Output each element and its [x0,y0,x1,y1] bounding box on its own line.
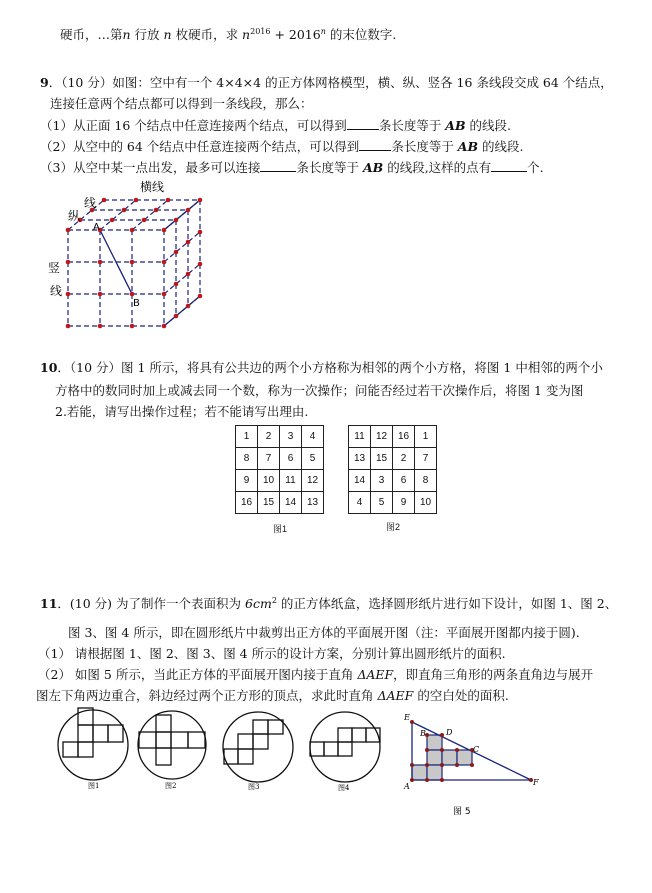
exponent: n [320,27,326,36]
grid-node [130,324,135,329]
q9-part3 [40,159,544,176]
q9-text: 的线段,这样的点有 [383,160,492,175]
grid-cell: 5 [302,448,324,470]
q10-text: ．（10 分）图 1 所示，将具有公共边的两个小方格称为相邻的两个小方格，将图 1 中相邻的两个小 [57,360,603,375]
grid-node [98,324,103,329]
exponent: 2 [271,596,277,605]
grid-node [102,198,107,203]
number-grid-fig1 [235,425,324,514]
grid-node [198,294,203,299]
q11-line4 [38,667,593,683]
q11-line3: （1） 请根据图 1、图 2、图 3、图 4 所示的设计方案，分别计算出圆形纸片的面积. [38,646,506,661]
label-zong-1: 纵 [68,209,81,223]
q9-part2 [40,138,524,155]
grid-cell: 7 [258,448,280,470]
q10-line2: 方格中的数同时加上或减去同一个数，称为一次操作；问能否经过若干次操作后，将图 1 变为图 [55,383,584,398]
var-n: n [163,27,172,43]
var-n: n [242,27,251,43]
grid-cell: 3 [280,426,302,448]
grid-cell: 4 [349,492,371,514]
grid-node [122,208,127,213]
grid-cell: 4 [302,426,324,448]
grid-node [154,208,159,213]
q11-text: 图左下角两边重合，斜边经过两个正方形的顶点，求此时直角 [36,688,378,703]
grid-line [164,232,200,262]
triangle-aef-figure [400,705,560,820]
label-shu-1: 竖 [48,261,61,275]
vertex-point [410,720,414,724]
vertex-point [410,763,414,767]
segment-ab: AB [457,139,479,154]
caption-fig2: 图2 [165,782,177,790]
grid-cell: 11 [280,470,302,492]
grid-row [349,492,437,514]
grid-cell: 6 [280,448,302,470]
grid-node [162,324,167,329]
grid-cell: 1 [415,426,437,448]
grid-row [236,426,324,448]
grid-node [186,208,191,213]
grid-node [98,292,103,297]
vertex-point [410,778,414,782]
area-value: 6cm [245,596,272,612]
q9-text: （2）从空中的 64 个结点中任意连接两个结点，可以得到 [40,139,360,154]
vertex-point [470,763,474,767]
label-e: E [404,713,410,722]
q9-line2: 连接任意两个结点都可以得到一条线段，那么： [50,96,313,111]
grid-cell: 16 [236,492,258,514]
grid-cell: 15 [371,448,393,470]
label-c: C [473,745,480,754]
grid-node [98,260,103,265]
grid-cell: 2 [258,426,280,448]
answer-blank[interactable] [347,117,379,130]
vertex-point [440,778,444,782]
q8-text: 行放 [130,27,164,43]
caption-fig1: 图1 [88,782,100,790]
grid-cell: 11 [349,426,371,448]
fig1-caption: 图1 [273,524,288,534]
cube-grid-figure [40,175,220,335]
vertex-point [455,748,459,752]
vertex-point [440,733,444,737]
label-d: D [446,728,453,737]
q8-text: 硬币，…第 [60,27,123,43]
question-number: 10 [40,360,58,375]
grid-node [198,198,203,203]
grid-node [134,198,139,203]
q11-line1 [40,593,617,612]
grid-node [66,228,71,233]
grid-node [174,218,179,223]
grid-cell: 8 [236,448,258,470]
grid-cell: 10 [258,470,280,492]
grid-cell: 14 [280,492,302,514]
vertex-point [425,778,429,782]
grid-cell: 5 [371,492,393,514]
q8-text: + 2016 [270,27,321,43]
label-a: A [404,782,410,791]
grid-cell: 1 [236,426,258,448]
grid-node [174,250,179,255]
q9-text: 的线段. [465,118,512,133]
grid-line [100,200,136,230]
grid-node [130,292,135,297]
grid-cell: 14 [349,470,371,492]
grid-cell: 3 [371,470,393,492]
segment-ab: AB [445,118,466,133]
grid-node [66,324,71,329]
grid-node [66,260,71,265]
grid-row [236,492,324,514]
grid-cell: 12 [302,470,324,492]
grid-node [186,272,191,277]
grid-cell: 8 [415,470,437,492]
grid-node [162,260,167,265]
q11-text: ．(10 分) 为了制作一个表面积为 [57,596,245,612]
circle-fig4 [310,712,380,782]
grid-node [186,240,191,245]
q9-text: （3）从空中某一点出发，最多可以连接 [40,160,261,175]
q8-text: 的末位数字. [325,27,397,43]
grid-cell: 7 [415,448,437,470]
grid-node [162,292,167,297]
cube-net-circles [50,700,400,800]
q10-line3: 2.若能，请写出操作过程；若不能请写出理由. [55,404,309,419]
label-heng: 横线 [140,180,165,194]
circle-fig2 [138,711,206,779]
answer-blank[interactable] [359,138,391,151]
q8-text: 枚硬币，求 [171,27,243,43]
q11-text: 的空白处的面积. [413,688,509,703]
grid-node [186,304,191,309]
answer-blank[interactable] [491,159,527,172]
grid-node [198,230,203,235]
triangle-aef: ΔAEF [357,667,394,682]
grid-cell: 9 [393,492,415,514]
q9-text: 的线段. [478,139,524,154]
answer-blank[interactable] [260,159,296,172]
q9-text: 条长度等于 [391,139,458,154]
q9-text: ．（10 分）如图：空中有一个 4×4×4 的正方体网格模型，横、纵、竖各 16 条线段交成 64 个结点， [48,75,613,90]
grid-node [142,218,147,223]
label-shu-2: 线 [50,284,63,298]
point-b-label: B [133,298,140,309]
point-a-label: A [93,222,100,233]
label-zong-2: 线 [84,196,97,210]
grid-cell: 2 [393,448,415,470]
fig2-caption: 图2 [386,522,401,532]
caption-fig4: 图4 [338,784,350,792]
grid-node [174,282,179,287]
grid-row [349,426,437,448]
grid-row [349,470,437,492]
vertex-point [440,748,444,752]
grid-node [162,228,167,233]
grid-row [236,448,324,470]
vertex-point [440,763,444,767]
grid-cell: 9 [236,470,258,492]
q9-text: 个. [527,160,544,175]
number-grid-fig2 [348,425,437,514]
q9-line1 [40,75,613,91]
segment-ab: AB [362,160,384,175]
q8-tail-line [60,24,396,43]
grid-node [130,260,135,265]
grid-node [166,198,171,203]
edge-line [164,296,200,326]
caption-fig5: 图 5 [453,807,471,817]
grid-cell: 10 [415,492,437,514]
grid-cell: 15 [258,492,280,514]
q11-text: （2） 如图 5 所示，当此正方体的平面展开图内接于直角 [38,667,358,682]
grid-cell: 6 [393,470,415,492]
triangle-aef: ΔAEF [377,688,414,703]
grid-row [236,470,324,492]
grid-cell: 12 [371,426,393,448]
edge-line [164,200,200,230]
label-f: F [533,778,539,787]
q9-part1 [40,117,511,134]
grid-node [130,228,135,233]
question-number: 9 [40,75,49,90]
caption-fig3: 图3 [248,783,260,791]
vertex-point [425,763,429,767]
q11-text: 的正方体纸盒，选择圆形纸片进行如下设计，如图 1、图 2、 [276,596,618,612]
grid-node [66,292,71,297]
grid-node [174,314,179,319]
grid-cell: 13 [302,492,324,514]
grid-cell: 13 [349,448,371,470]
q11-text: ，即直角三角形的两条直角边与展开 [393,667,594,682]
q9-text: 条长度等于 [378,118,446,133]
grid-node [198,262,203,267]
vertex-point [455,763,459,767]
q10-line1 [40,360,603,376]
vertex-point [425,748,429,752]
q9-text: （1）从正面 16 个结点中任意连接两个结点，可以得到 [40,118,347,133]
grid-row [349,448,437,470]
grid-line [132,200,168,230]
label-b: B [420,729,426,738]
q11-line2: 图 3、图 4 所示，即在圆形纸片中裁剪出正方体的平面展开图（注：平面展开图都内接于圆). [68,625,580,640]
question-number: 11 [40,596,58,612]
var-n: n [122,27,131,43]
grid-cell: 16 [393,426,415,448]
q9-text: 条长度等于 [296,160,363,175]
grid-line [164,264,200,294]
exponent: 2016 [250,27,271,36]
grid-node [110,218,115,223]
